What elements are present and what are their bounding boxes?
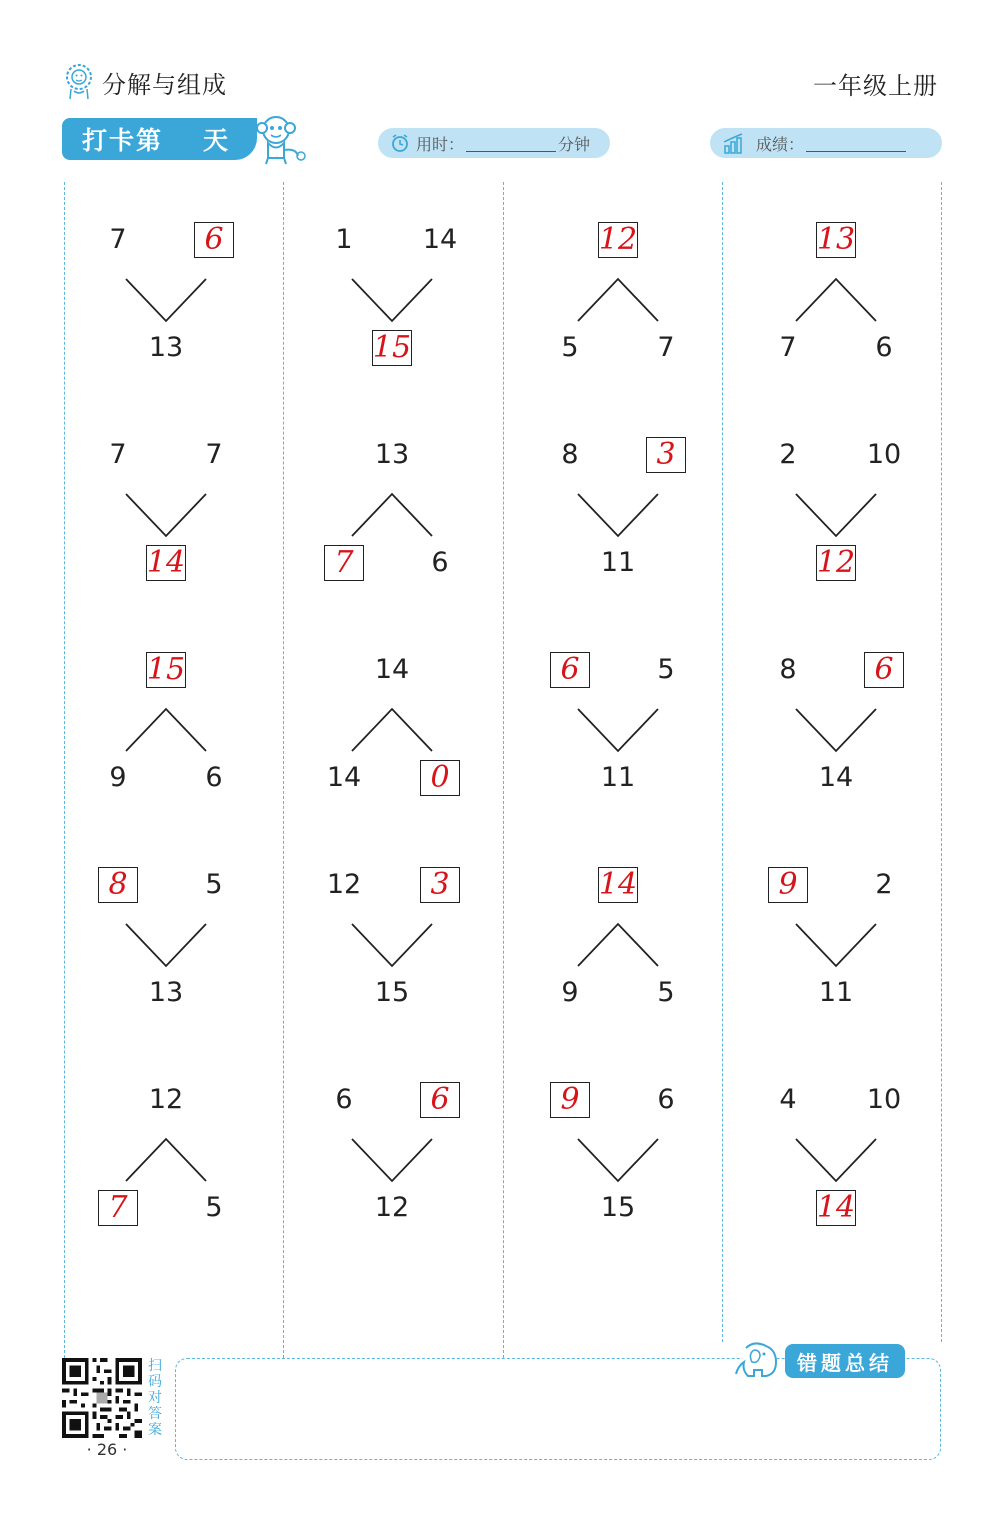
given-number: 5 (657, 977, 675, 1008)
given-number: 5 (657, 654, 675, 685)
given-number: 12 (374, 1192, 410, 1223)
given-number: 7 (109, 224, 127, 255)
given-number: 5 (205, 869, 223, 900)
answer-box[interactable]: 7 (98, 1190, 138, 1226)
given-number: 14 (326, 762, 362, 793)
given-number: 2 (875, 869, 893, 900)
given-number: 4 (779, 1084, 797, 1115)
answer-box[interactable]: 12 (598, 222, 638, 257)
scan-for-answers-label: 扫码对答案 (148, 1358, 162, 1438)
given-number: 10 (866, 439, 902, 470)
given-number: 5 (561, 332, 579, 363)
given-number: 11 (600, 547, 636, 578)
score-field[interactable] (710, 128, 942, 158)
given-number: 14 (374, 654, 410, 685)
given-number: 7 (205, 439, 223, 470)
page-number: · 26 · (86, 1440, 128, 1459)
time-blank[interactable] (466, 135, 556, 152)
mistake-summary-tab: 错题总结 (785, 1344, 905, 1378)
given-number: 1 (335, 224, 353, 255)
answer-box[interactable]: 7 (324, 545, 364, 581)
v-connector (347, 1134, 437, 1186)
checkin-prefix: 打卡第 (82, 126, 164, 155)
v-connector (121, 919, 211, 971)
answer-box[interactable]: 3 (420, 867, 460, 903)
page-topic-title: 分解与组成 (102, 70, 227, 99)
answer-box[interactable]: 6 (420, 1082, 460, 1118)
alarm-clock-icon (390, 133, 410, 153)
answer-box[interactable]: 6 (194, 222, 234, 258)
a-connector (573, 274, 663, 326)
given-number: 15 (374, 977, 410, 1008)
given-number: 7 (657, 332, 675, 363)
answer-box[interactable]: 6 (550, 652, 590, 688)
given-number: 15 (600, 1192, 636, 1223)
a-connector (347, 704, 437, 756)
checkin-suffix: 天 (203, 126, 231, 155)
given-number: 11 (600, 762, 636, 793)
answer-box[interactable]: 14 (598, 867, 638, 902)
answer-box[interactable]: 0 (420, 760, 460, 796)
time-field[interactable] (378, 128, 610, 158)
v-connector (573, 1134, 663, 1186)
given-number: 2 (779, 439, 797, 470)
time-unit: 分钟 (558, 134, 591, 154)
given-number: 13 (148, 332, 184, 363)
answer-box[interactable]: 3 (646, 437, 686, 473)
given-number: 6 (431, 547, 449, 578)
given-number: 6 (335, 1084, 353, 1115)
checkin-banner (62, 118, 257, 160)
v-connector (791, 1134, 881, 1186)
v-connector (791, 919, 881, 971)
v-connector (791, 489, 881, 541)
answer-box[interactable]: 13 (816, 222, 856, 257)
answer-box[interactable]: 9 (768, 867, 808, 903)
given-number: 6 (657, 1084, 675, 1115)
v-connector (347, 274, 437, 326)
score-blank[interactable] (806, 135, 906, 152)
given-number: 14 (818, 762, 854, 793)
given-number: 9 (109, 762, 127, 793)
given-number: 12 (326, 869, 362, 900)
column-divider (722, 182, 723, 1342)
given-number: 8 (561, 439, 579, 470)
column-divider (283, 182, 284, 1358)
given-number: 5 (205, 1192, 223, 1223)
answer-box[interactable]: 14 (816, 1190, 856, 1225)
given-number: 10 (866, 1084, 902, 1115)
given-number: 6 (205, 762, 223, 793)
qr-code[interactable] (62, 1358, 142, 1438)
given-number: 7 (779, 332, 797, 363)
a-connector (573, 919, 663, 971)
given-number: 13 (148, 977, 184, 1008)
a-connector (347, 489, 437, 541)
given-number: 14 (422, 224, 458, 255)
column-divider (503, 182, 504, 1358)
a-connector (121, 704, 211, 756)
column-divider (64, 182, 65, 1358)
answer-box[interactable]: 15 (146, 652, 186, 687)
v-connector (573, 704, 663, 756)
column-divider (941, 182, 942, 1342)
bar-chart-icon (722, 132, 746, 154)
lion-icon (62, 63, 96, 101)
answer-box[interactable]: 15 (372, 330, 412, 365)
v-connector (121, 489, 211, 541)
header-title-group (62, 62, 227, 102)
given-number: 8 (779, 654, 797, 685)
v-connector (573, 489, 663, 541)
given-number: 11 (818, 977, 854, 1008)
monkey-icon (252, 112, 308, 166)
a-connector (791, 274, 881, 326)
elephant-icon (732, 1340, 784, 1382)
v-connector (121, 274, 211, 326)
a-connector (121, 1134, 211, 1186)
answer-box[interactable]: 9 (550, 1082, 590, 1118)
given-number: 6 (875, 332, 893, 363)
score-label: 成绩： (756, 134, 805, 154)
given-number: 7 (109, 439, 127, 470)
grade-label: 一年级上册 (813, 72, 938, 100)
v-connector (347, 919, 437, 971)
time-label: 用时： (416, 134, 465, 154)
v-connector (791, 704, 881, 756)
given-number: 12 (148, 1084, 184, 1115)
given-number: 9 (561, 977, 579, 1008)
answer-box[interactable]: 8 (98, 867, 138, 903)
answer-box[interactable]: 6 (864, 652, 904, 688)
answer-box[interactable]: 12 (816, 545, 856, 580)
answer-box[interactable]: 14 (146, 545, 186, 580)
given-number: 13 (374, 439, 410, 470)
